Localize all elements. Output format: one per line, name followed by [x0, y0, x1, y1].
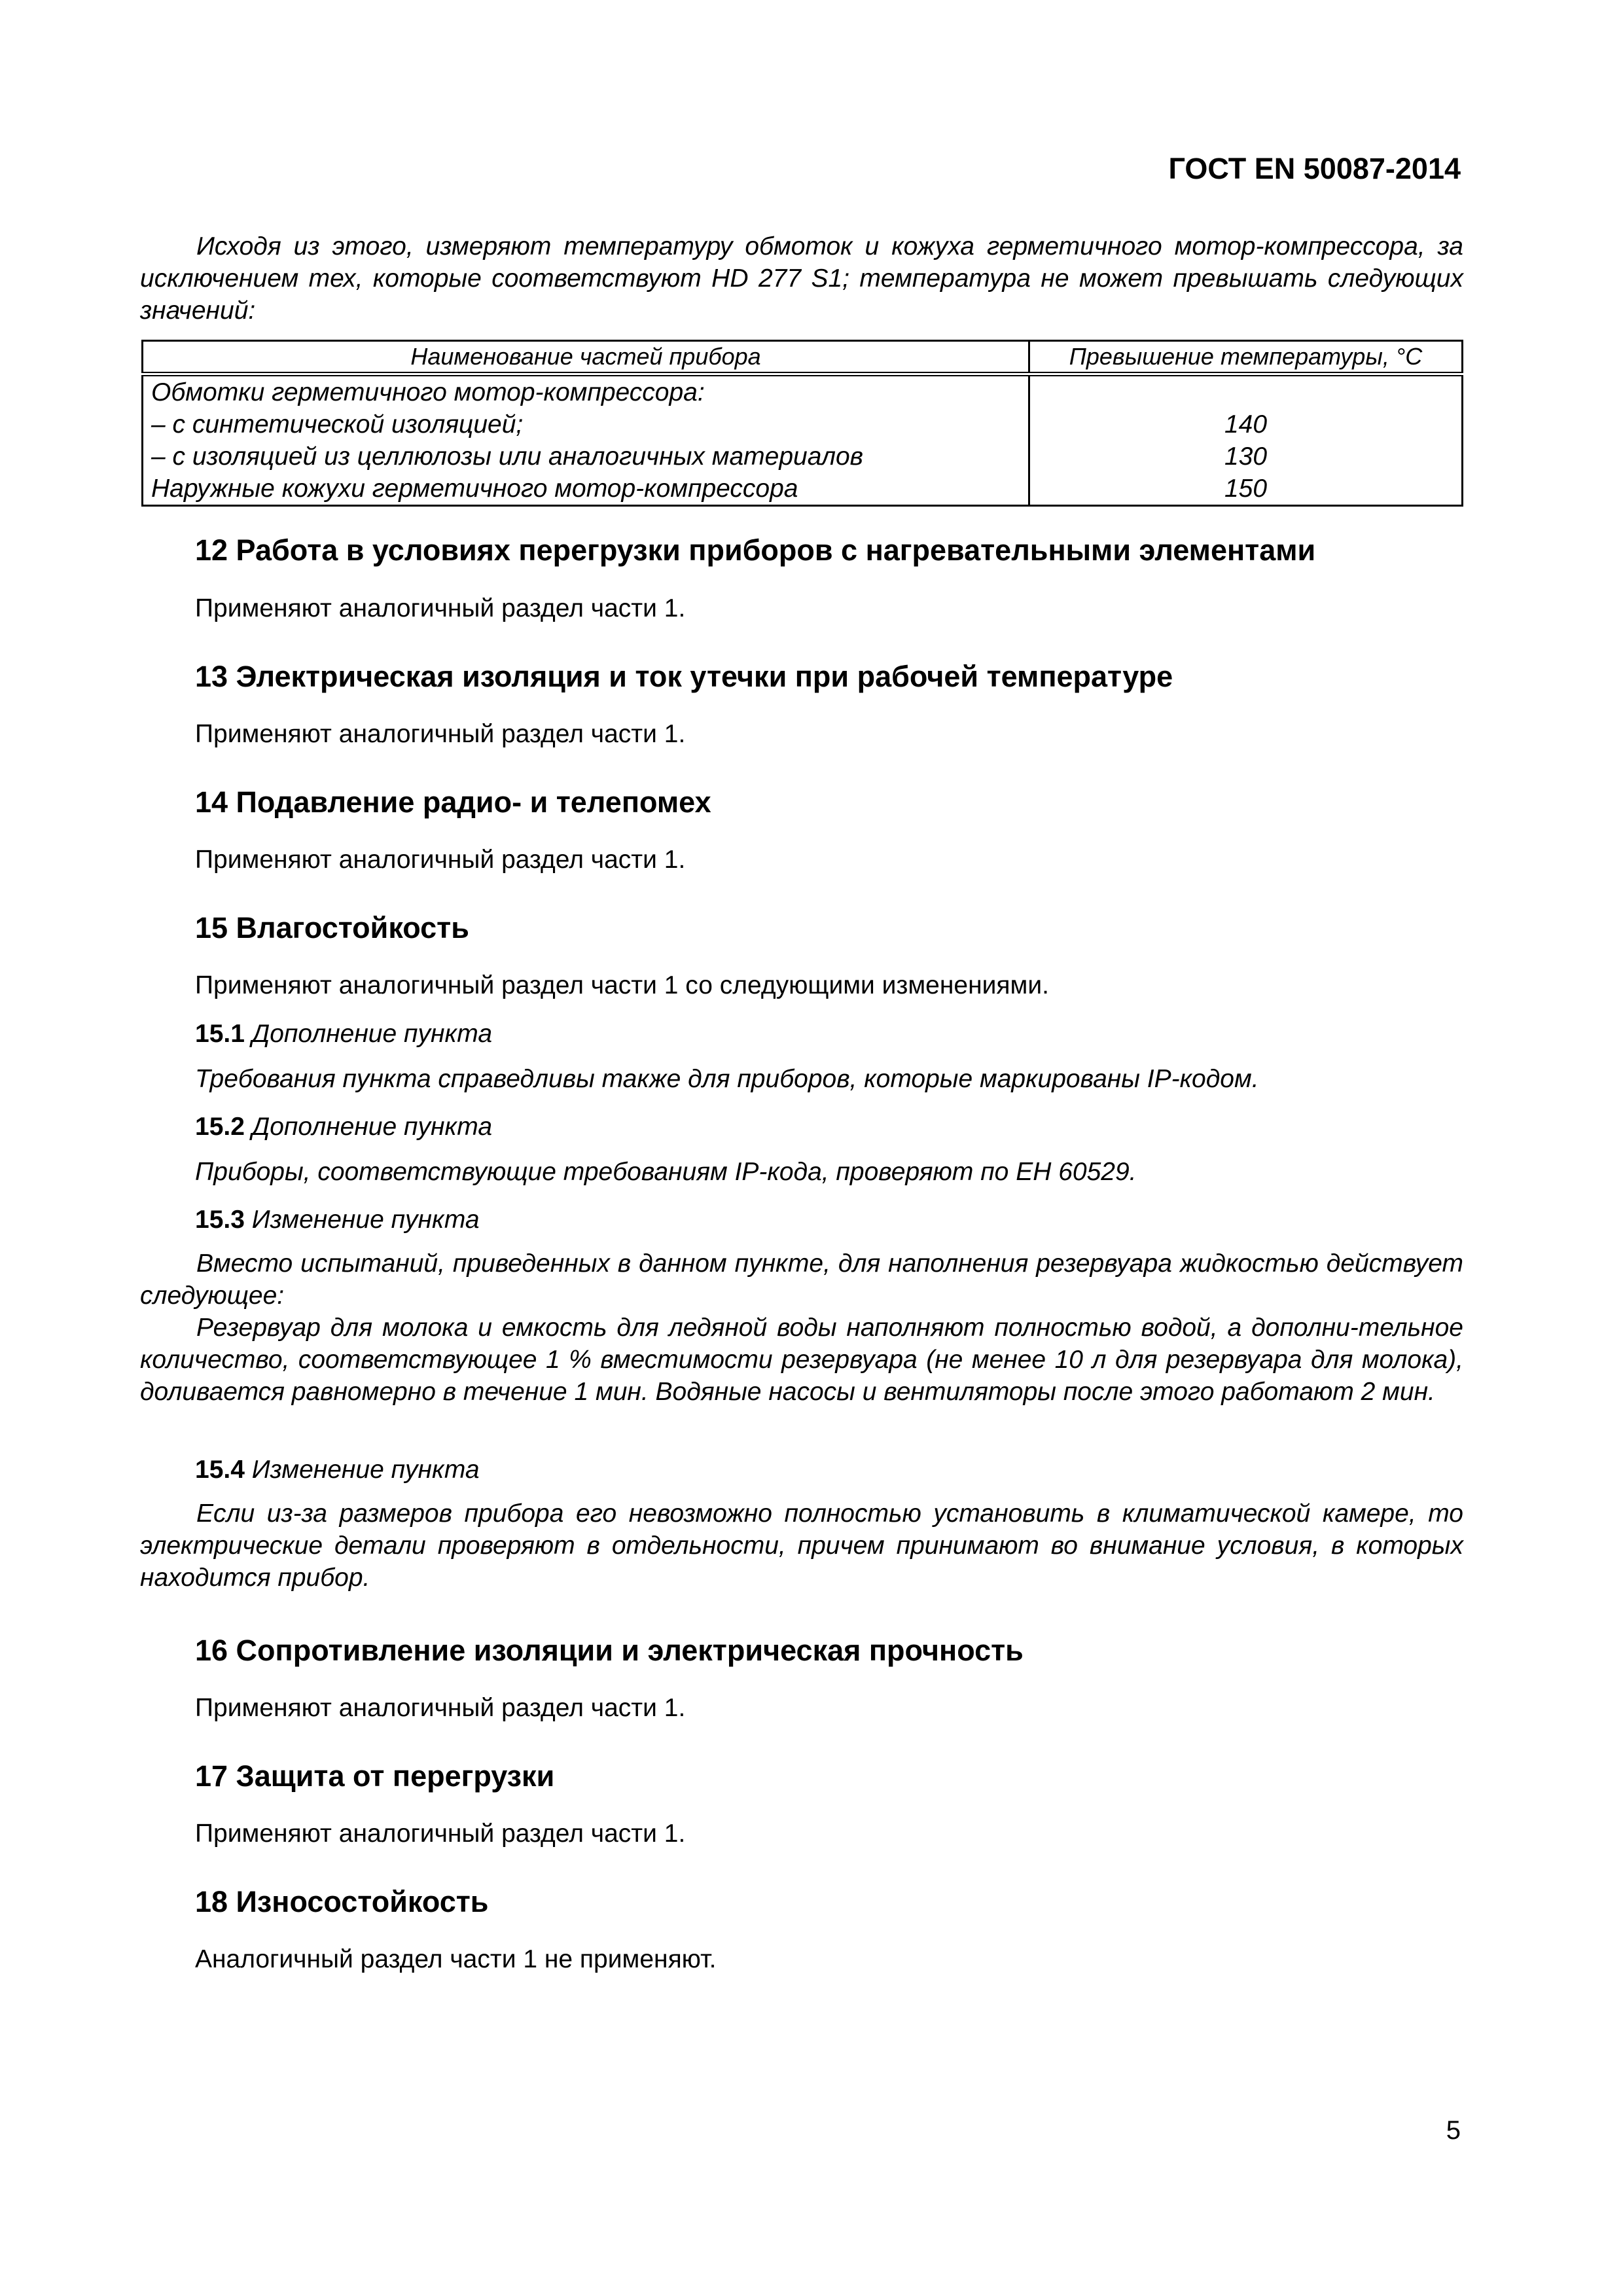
section-15-title: 15 Влагостойкость: [195, 911, 469, 944]
table-cell-value: [1029, 374, 1463, 409]
subsection-label: Дополнение пункта: [251, 1020, 493, 1048]
subsection-15-2-heading: [195, 1113, 492, 1141]
table-row: [143, 408, 1463, 440]
section-13-title: 13 Электрическая изоляция и ток утечки при рабочей температуре: [195, 660, 1173, 693]
temperature-table: [141, 340, 1463, 507]
subsection-label: Изменение пункта: [251, 1206, 480, 1234]
page-number: 5: [1446, 2116, 1461, 2145]
table-header-temp: Превышение температуры, °C: [1029, 341, 1463, 374]
subsection-number: 15.1: [195, 1020, 245, 1048]
subsection-15-3-heading: [195, 1206, 480, 1234]
subsection-15-3-text-2: Резервуар для молока и емкость для ледяной воды наполняют полностью водой, а дополни-тельное количество, соответствующее 1 % вместимости резервуара (не менее 10 л для резервуара для молока), доливается равномерно в течение 1 мин. Водяные насосы и вентиляторы после этого работают 2 мин.: [140, 1314, 1463, 1406]
subsection-number: 15.2: [195, 1113, 245, 1141]
subsection-label: Дополнение пункта: [251, 1113, 493, 1141]
table-row: [143, 440, 1463, 473]
section-18-title: 18 Износостойкость: [195, 1885, 489, 1918]
subsection-15-1-heading: [195, 1020, 492, 1049]
table-cell-value: 140: [1029, 408, 1463, 440]
table-cell-name: – с изоляцией из целлюлозы или аналогичных материалов: [143, 440, 1029, 473]
document-code: ГОСТ EN 50087-2014: [1168, 152, 1461, 185]
section-15-text: Применяют аналогичный раздел части 1 со следующими изменениями.: [195, 971, 1049, 999]
section-12-title: 12 Работа в условиях перегрузки приборов с нагревательными элементами: [195, 533, 1316, 567]
table-header-parts: Наименование частей прибора: [143, 341, 1029, 374]
subsection-label: Изменение пункта: [251, 1456, 480, 1484]
subsection-15-1-text: Требования пункта справедливы также для приборов, которые маркированы IP-кодом.: [195, 1065, 1259, 1093]
subsection-number: 15.3: [195, 1206, 245, 1234]
table-cell-value: 150: [1029, 473, 1463, 506]
subsection-15-3-text-1: Вместо испытаний, приведенных в данном пункте, для наполнения резервуара жидкостью действует следующее:: [140, 1249, 1463, 1310]
table-cell-value: 130: [1029, 440, 1463, 473]
section-12-text: Применяют аналогичный раздел части 1.: [195, 594, 686, 622]
section-13-text: Применяют аналогичный раздел части 1.: [195, 720, 686, 748]
table-row: [143, 473, 1463, 506]
section-14-text: Применяют аналогичный раздел части 1.: [195, 846, 686, 874]
subsection-15-4-text: Если из-за размеров прибора его невозможно полностью установить в климатической камере, то электрические детали проверяют в отдельности, причем принимают во внимание условия, в которых находится прибор.: [140, 1499, 1463, 1592]
subsection-15-2-text: Приборы, соответствующие требованиям IP-кода, проверяют по ЕН 60529.: [195, 1158, 1137, 1186]
subsection-number: 15.4: [195, 1456, 245, 1484]
section-14-title: 14 Подавление радио- и телепомех: [195, 785, 711, 819]
table-cell-name: – с синтетической изоляцией;: [143, 408, 1029, 440]
table-row: [143, 374, 1463, 409]
section-17-title: 17 Защита от перегрузки: [195, 1759, 555, 1793]
intro-paragraph: Исходя из этого, измеряют температуру обмоток и кожуха герметичного мотор-компрессора, за исключением тех, которые соответствуют HD 277 S1; температура не может превышать следующих значений:: [140, 232, 1463, 325]
table-header-row: [143, 341, 1463, 374]
subsection-15-4-heading: [195, 1456, 480, 1484]
section-16-title: 16 Сопротивление изоляции и электрическая прочность: [195, 1634, 1024, 1667]
section-17-text: Применяют аналогичный раздел части 1.: [195, 1820, 686, 1848]
table-cell-name: Обмотки герметичного мотор-компрессора:: [143, 374, 1029, 409]
section-18-text: Аналогичный раздел части 1 не применяют.: [195, 1945, 717, 1973]
section-16-text: Применяют аналогичный раздел части 1.: [195, 1694, 686, 1722]
table-cell-name: Наружные кожухи герметичного мотор-компрессора: [143, 473, 1029, 506]
